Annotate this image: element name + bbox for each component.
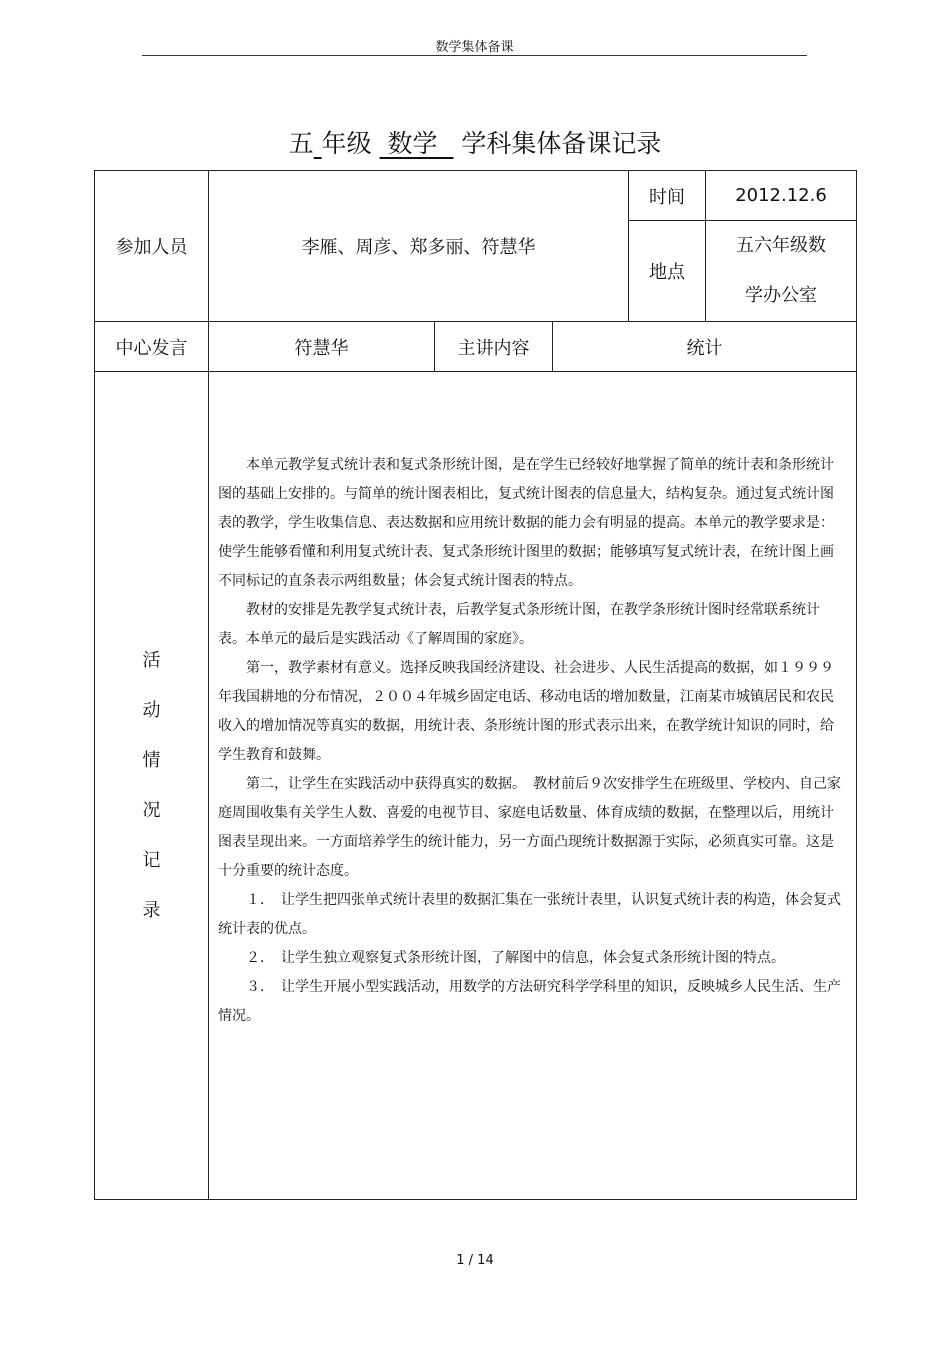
title-subject: 数学	[387, 129, 438, 158]
topic-value: 统计	[553, 322, 857, 372]
title-grade-suffix: 年级	[321, 129, 372, 158]
speaker-label: 中心发言	[95, 322, 209, 372]
activity-record-label	[95, 372, 209, 1200]
activity-paragraph: ２． 让学生独立观察复式条形统计图，了解图中的信息，体会复式条形统计图的特点。	[246, 950, 785, 966]
activity-paragraph: 第二，让学生在实践活动中获得真实的数据。 教材前后９次安排学生在班级里、学校内、自己家庭周围收集有关学生人数、喜爱的电视节目、家庭电话数量、体育成绩的数据，在整理以后，用统计图表呈现出来。一方面培养学生的统计能力，另一方面凸现统计数据源于实际，必须真实可靠。这是十分重要的统计态度。	[218, 776, 841, 879]
time-label: 时间	[629, 171, 706, 221]
speaker-value: 符慧华	[209, 322, 435, 372]
activity-label-char: 活	[142, 649, 161, 671]
record-table	[94, 170, 857, 1200]
topic-label: 主讲内容	[435, 322, 553, 372]
activity-label-char: 况	[142, 799, 161, 821]
activity-record-content	[209, 372, 857, 1200]
activity-label-char: 情	[142, 749, 161, 771]
time-value: 2012.12.6	[706, 171, 857, 221]
header-rule	[142, 55, 807, 56]
page-indicator: 1 / 14	[456, 1253, 494, 1268]
title-suffix: 学科集体备课记录	[461, 129, 662, 158]
place-value	[706, 221, 857, 322]
title-grade: 五	[288, 129, 314, 158]
place-label: 地点	[629, 221, 706, 322]
participants-value: 李雁、周彦、郑多丽、符慧华	[209, 171, 629, 322]
title-subject-blank	[380, 129, 454, 158]
activity-paragraph: １． 让学生把四张单式统计表里的数据汇集在一张统计表里，认识复式统计表的构造，体会复式统计表的优点。	[218, 892, 841, 937]
participants-label: 参加人员	[95, 171, 209, 322]
place-value-line1: 五六年级数	[736, 235, 827, 256]
activity-paragraph: 第一，教学素材有意义。选择反映我国经济建设、社会进步、人民生活提高的数据，如１９９９年我国耕地的分布情况，２００４年城乡固定电话、移动电话的增加数量，江南某市城镇居民和农民收入的增加情况等真实的数据，用统计表、条形统计图的形式表示出来，在教学统计知识的同时，给学生教育和鼓舞。	[218, 660, 834, 763]
activity-paragraph: 本单元教学复式统计表和复式条形统计图，是在学生已经较好地掌握了简单的统计表和条形统计图的基础上安排的。与简单的统计图表相比，复式统计图表的信息量大，结构复杂。通过复式统计图表的教学，学生收集信息、表达数据和应用统计数据的能力会有明显的提高。本单元的教学要求是：使学生能够看懂和利用复式统计表、复式条形统计图里的数据；能够填写复式统计表，在统计图上画不同标记的直条表示两组数量；体会复式统计图表的特点。	[218, 457, 834, 589]
place-value-line2: 学办公室	[745, 285, 818, 306]
activity-paragraph: ３． 让学生开展小型实践活动，用数学的方法研究科学学科里的知识，反映城乡人民生活、生产情况。	[218, 979, 841, 1024]
activity-label-char: 录	[142, 899, 161, 921]
activity-label-char: 记	[142, 849, 161, 871]
running-header: 数学集体备课	[435, 40, 514, 55]
title-grade-blank	[314, 129, 322, 158]
activity-label-char: 动	[142, 699, 161, 721]
activity-paragraph: 教材的安排是先教学复式统计表，后教学复式条形统计图，在教学条形统计图时经常联系统计表。本单元的最后是实践活动《了解周围的家庭》。	[218, 602, 820, 647]
page-title	[0, 124, 950, 160]
